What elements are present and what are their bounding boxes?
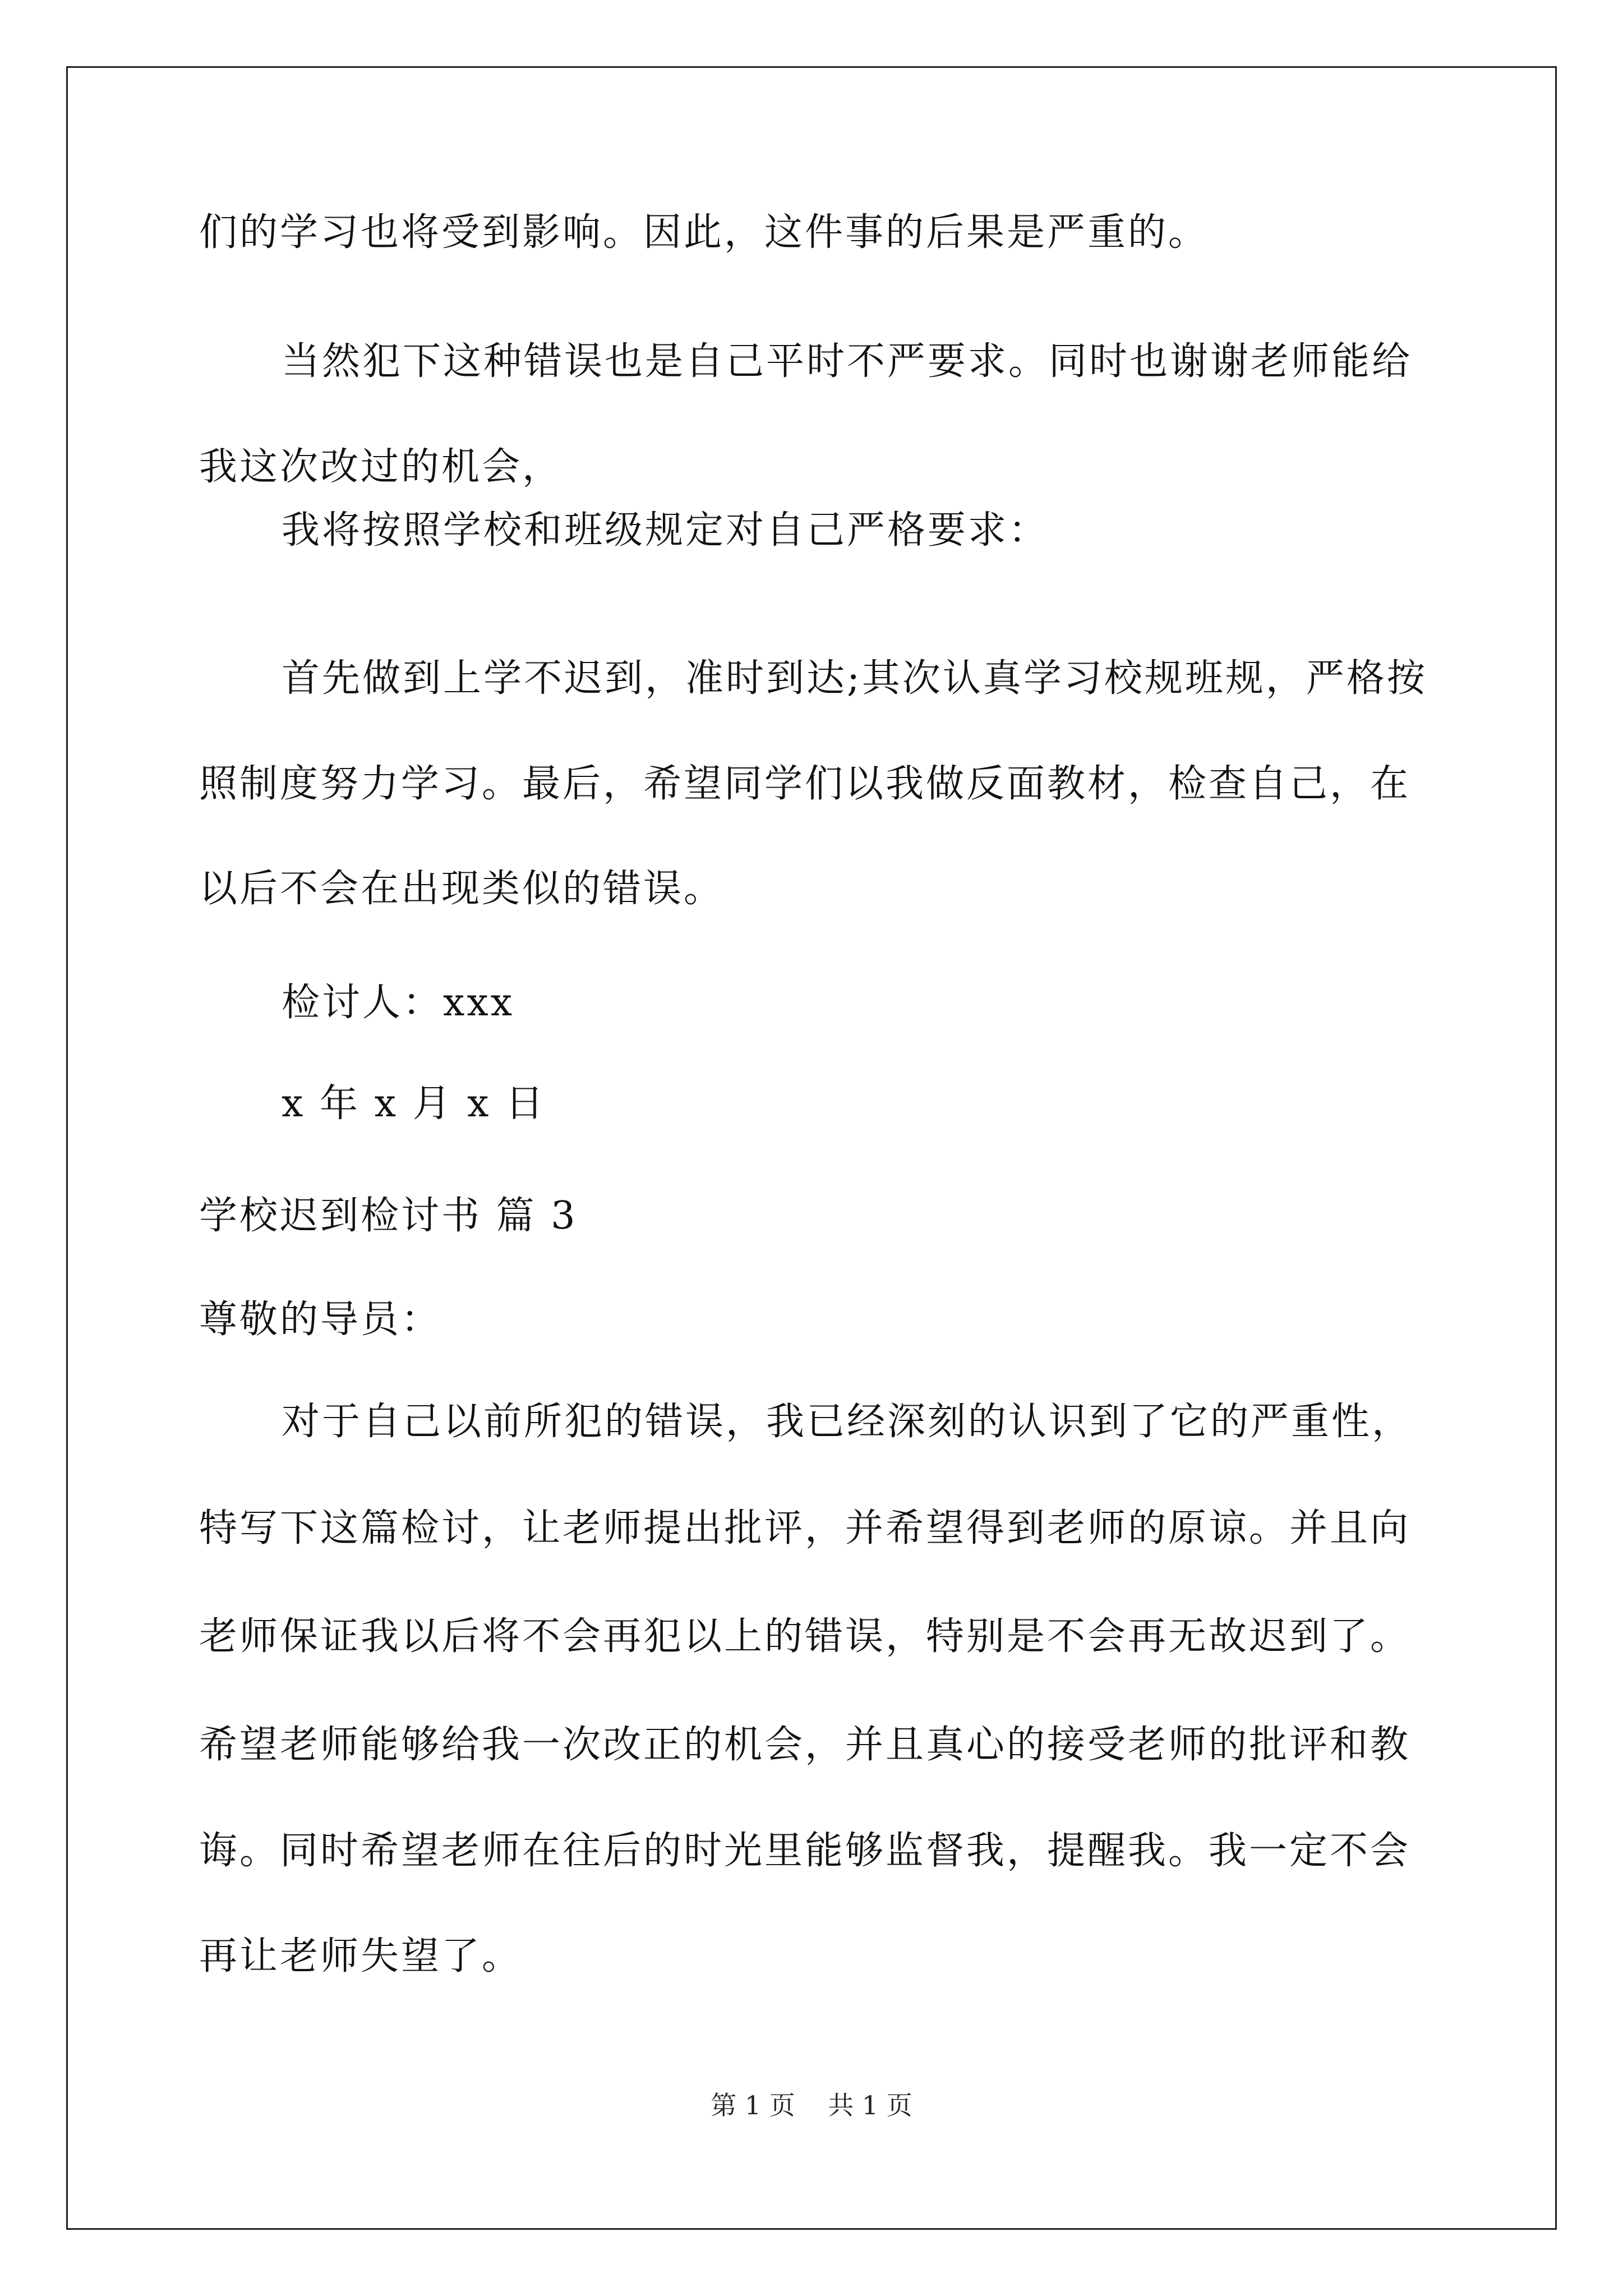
salutation: 尊敬的导员： [199, 1297, 442, 1342]
paragraph-line: 以后不会在出现类似的错误。 [199, 867, 725, 911]
paragraph-line: 对于自己以前所犯的错误，我已经深刻的认识到了它的严重性， [282, 1400, 1413, 1444]
section-heading: 学校迟到检讨书 篇 3 [199, 1194, 578, 1238]
paragraph-line: 特写下这篇检讨，让老师提出批评，并希望得到老师的原谅。并且向 [199, 1506, 1411, 1550]
paragraph-line: 首先做到上学不迟到，准时到达;其次认真学习校规班规，严格按 [282, 656, 1427, 701]
paragraph-line: 当然犯下这种错误也是自己平时不严要求。同时也谢谢老师能给 [282, 339, 1413, 384]
paragraph-line: 老师保证我以后将不会再犯以上的错误，特别是不会再无故迟到了。 [199, 1614, 1411, 1659]
paragraph-line: 希望老师能够给我一次改正的机会，并且真心的接受老师的批评和教 [199, 1723, 1411, 1767]
paragraph-line: 再让老师失望了。 [199, 1934, 523, 1978]
paragraph-line: 照制度努力学习。最后，希望同学们以我做反面教材，检查自己，在 [199, 762, 1411, 806]
date-line: x 年 x 月 x 日 [282, 1082, 546, 1126]
signature-line: 检讨人：xxx [282, 981, 515, 1025]
page-indicator: 第 1 页 共 1 页 [711, 2090, 912, 2120]
paragraph-line: 诲。同时希望老师在往后的时光里能够监督我，提醒我。我一定不会 [199, 1829, 1411, 1873]
paragraph-line: 我将按照学校和班级规定对自己严格要求： [282, 508, 1049, 553]
page-border [66, 66, 1557, 2230]
paragraph-line: 们的学习也将受到影响。因此，这件事的后果是严重的。 [199, 210, 1209, 255]
paragraph-line: 我这次改过的机会， [199, 445, 563, 489]
